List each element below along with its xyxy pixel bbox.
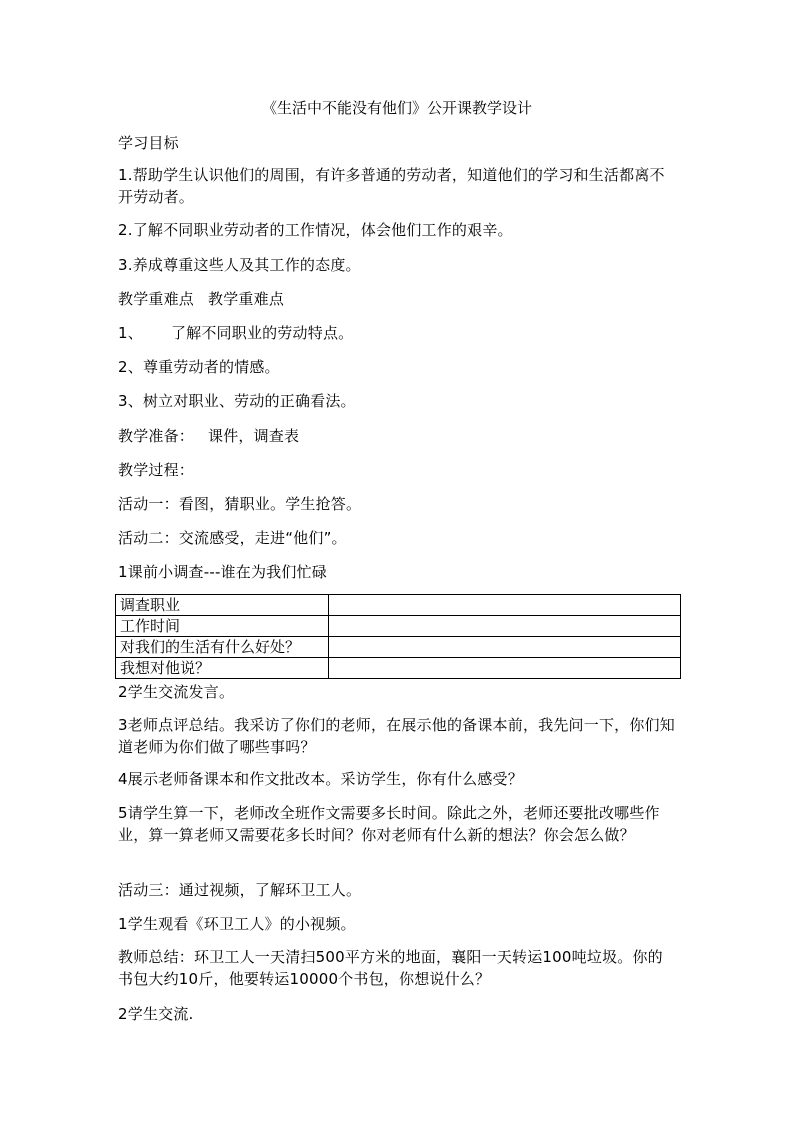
key-points-heading-b: 教学重难点 <box>208 290 285 308</box>
activity-two: 活动二：交流感受，走进“他们”。 <box>118 529 347 547</box>
key-point-item-3: 3、树立对职业、劳动的正确看法。 <box>118 392 356 410</box>
table-cell-value <box>329 637 681 658</box>
final-step: 2学生交流. <box>118 1005 194 1023</box>
teaching-preparation-value: 课件，调查表 <box>208 427 300 445</box>
video-step: 1学生观看《环卫工人》的小视频。 <box>118 915 356 933</box>
step-three: 3老师点评总结。我采访了你们的老师，在展示他的备课本前，我先问一下，你们知道老师为你们做了哪些事吗？ <box>118 716 675 756</box>
table-row <box>116 637 681 658</box>
step-five: 5请学生算一下，老师改全班作文需要多长时间。除此之外，老师还要批改哪些作业，算一算老师又需要花多长时间？你对老师有什么新的想法？你会怎么做？ <box>118 804 660 844</box>
key-point-item-1-text: 了解不同职业的劳动特点。 <box>170 324 354 342</box>
survey-table <box>115 594 681 679</box>
table-row <box>116 595 681 616</box>
objective-item-2: 2.了解不同职业劳动者的工作情况，体会他们工作的艰辛。 <box>118 221 513 239</box>
table-cell-label: 工作时间 <box>116 616 329 637</box>
teacher-summary: 教师总结：环卫工人一天清扫500平方米的地面，襄阳一天转运100吨垃圾。你的书包大约10斤，他要转运10000个书包，你想说什么？ <box>118 948 663 988</box>
objective-item-3: 3.养成尊重这些人及其工作的态度。 <box>118 256 361 274</box>
key-point-item-1 <box>118 322 678 344</box>
step-four: 4展示老师备课本和作文批改本。采访学生，你有什么感受？ <box>118 770 523 788</box>
activity-three: 活动三：通过视频，了解环卫工人。 <box>118 881 362 899</box>
table-cell-label: 对我们的生活有什么好处？ <box>116 637 329 658</box>
key-points-heading-row <box>118 288 678 310</box>
table-row <box>116 616 681 637</box>
table-cell-value <box>329 658 681 679</box>
key-point-item-1-number: 1、 <box>118 324 143 342</box>
step-two: 2学生交流发言。 <box>118 683 235 701</box>
teaching-process-heading: 教学过程： <box>118 461 195 479</box>
learning-objectives-heading: 学习目标 <box>118 134 179 152</box>
objective-item-1: 1.帮助学生认识他们的周围，有许多普通的劳动者，知道他们的学习和生活都离不开劳动者。 <box>118 166 665 206</box>
table-cell-label: 我想对他说？ <box>116 658 329 679</box>
survey-intro: 1课前小调查---谁在为我们忙碌 <box>118 563 327 581</box>
table-cell-value <box>329 616 681 637</box>
table-cell-label: 调查职业 <box>116 595 329 616</box>
activity-one: 活动一：看图，猜职业。学生抢答。 <box>118 495 362 513</box>
document-title: 《生活中不能没有他们》公开课教学设计 <box>261 99 532 117</box>
key-points-heading-a: 教学重难点 <box>118 290 195 308</box>
table-row <box>116 658 681 679</box>
teaching-preparation-label: 教学准备： <box>118 427 195 445</box>
table-cell-value <box>329 595 681 616</box>
teaching-preparation <box>118 425 678 447</box>
key-point-item-2: 2、尊重劳动者的情感。 <box>118 358 280 376</box>
